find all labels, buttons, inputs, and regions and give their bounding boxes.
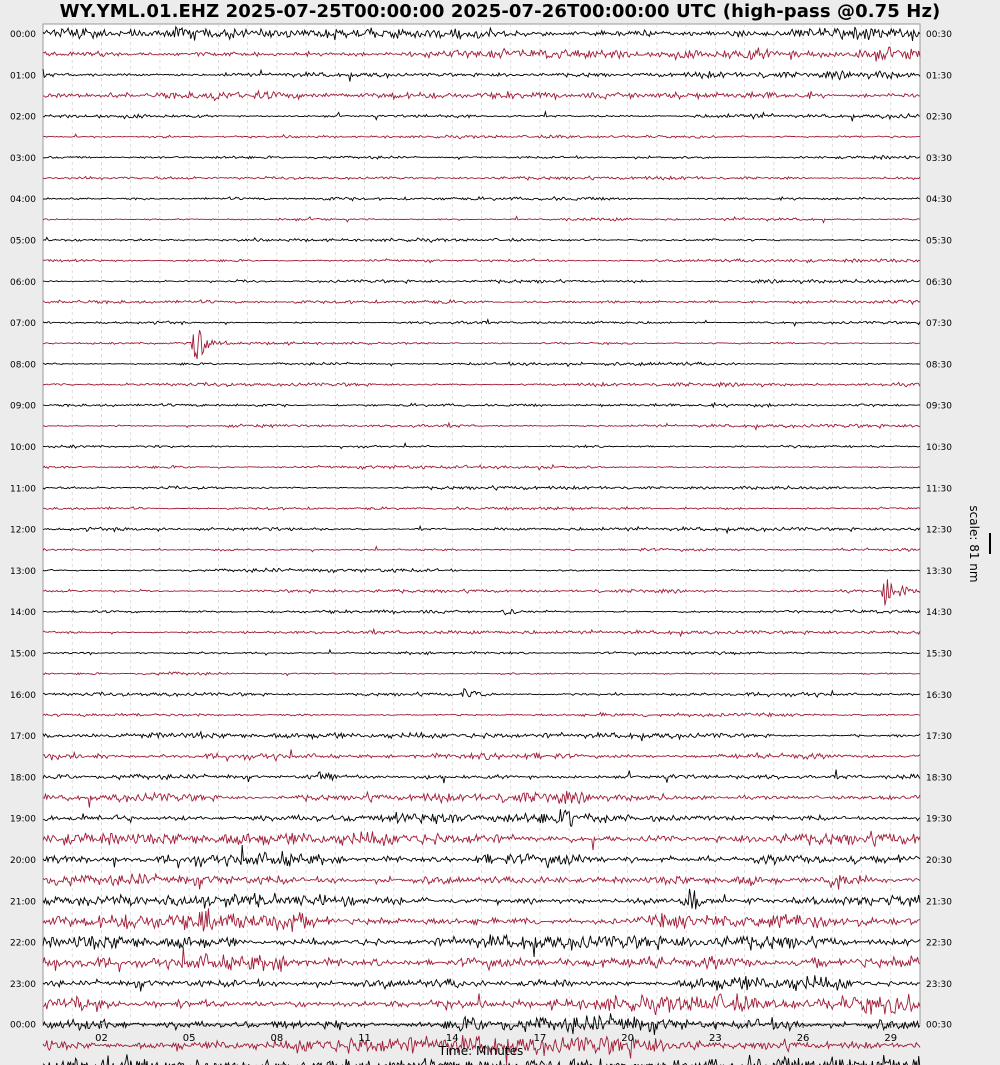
right-time-labels [926,30,952,1031]
right-label: 22:30 [926,938,952,949]
right-label: 06:30 [926,277,952,288]
right-label: 15:30 [926,649,952,660]
x-tick-label: 02 [95,1033,108,1044]
x-tick-label: 23 [708,1033,722,1044]
x-tick-label: 26 [796,1033,810,1044]
right-label: 04:30 [926,195,952,206]
right-label: 19:30 [926,814,952,825]
left-label: 07:00 [10,319,36,330]
scale-indicator [967,505,990,582]
right-label: 01:30 [926,71,952,82]
x-tick-label: 14 [445,1033,459,1044]
right-label: 03:30 [926,153,952,164]
left-label: 17:00 [10,732,36,743]
right-label: 02:30 [926,112,952,123]
left-label: 06:00 [10,277,36,288]
x-tick-label: 20 [621,1033,635,1044]
x-tick-label: 29 [884,1033,898,1044]
left-label: 21:00 [10,897,36,908]
left-label: 22:00 [10,938,36,949]
left-label: 19:00 [10,814,36,825]
left-label: 11:00 [10,484,36,495]
right-label: 14:30 [926,608,952,619]
left-label: 08:00 [10,360,36,371]
left-time-labels [10,30,36,1031]
right-label: 08:30 [926,360,952,371]
right-label: 10:30 [926,443,952,453]
left-label: 09:00 [10,401,36,412]
right-label: 00:30 [926,1020,952,1031]
x-tick-label: 08 [270,1033,284,1044]
left-label: 12:00 [10,525,36,536]
right-label: 05:30 [926,236,952,247]
left-label: 20:00 [10,856,36,866]
chart-title: WY.YML.01.EHZ 2025-07-25T00:00:00 2025-07-26T00:00:00 UTC (high-pass @0.75 Hz) [59,1,941,22]
x-tick-label: 11 [358,1033,371,1044]
right-label: 18:30 [926,773,952,784]
left-label: 10:00 [10,443,36,453]
left-label: 02:00 [10,112,36,123]
right-label: 09:30 [926,401,952,412]
left-label: 14:00 [10,608,36,619]
left-label: 00:00 [10,30,36,40]
left-label: 04:00 [10,195,36,206]
right-label: 23:30 [926,979,952,990]
left-label: 13:00 [10,566,36,577]
left-label: 18:00 [10,773,36,784]
x-tick-label: 05 [182,1033,196,1044]
scale-label: scale: 81 nm [967,505,981,583]
right-label: 16:30 [926,690,952,701]
right-label: 00:30 [926,30,952,40]
right-label: 13:30 [926,566,952,577]
right-label: 11:30 [926,484,952,495]
left-label: 03:00 [10,153,36,164]
left-label: 01:00 [10,71,36,82]
right-label: 17:30 [926,732,952,743]
right-label: 20:30 [926,856,952,866]
right-label: 21:30 [926,897,952,908]
left-label: 16:00 [10,690,36,701]
x-tick-label: 17 [533,1033,547,1044]
left-label: 23:00 [10,979,36,990]
x-axis-label: Time: Minutes [438,1044,524,1058]
right-label: 12:30 [926,525,952,536]
left-label: 15:00 [10,649,36,660]
right-label: 07:30 [926,319,952,330]
left-label: 05:00 [10,236,36,247]
left-label: 00:00 [10,1020,36,1031]
